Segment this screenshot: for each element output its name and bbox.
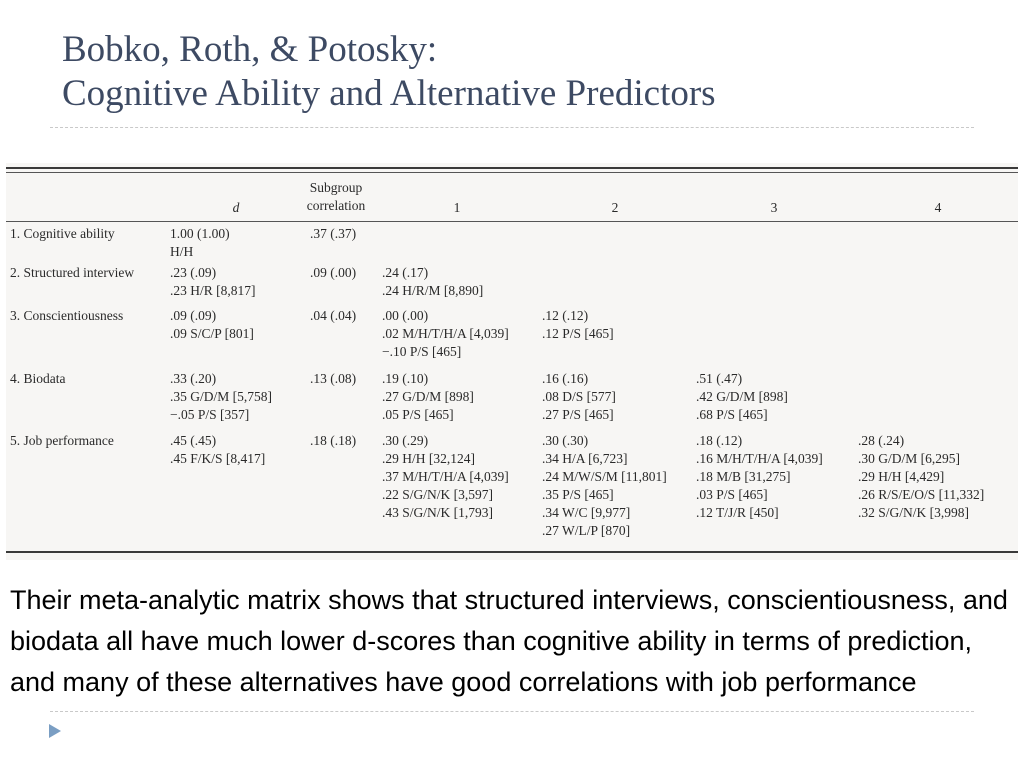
cell-d-row1 [170, 225, 230, 261]
triangle-right-icon [49, 724, 61, 738]
cell-line: .22 S/G/N/K [3,597] [382, 487, 493, 502]
cell-line: .34 W/C [9,977] [542, 505, 631, 520]
cell-line: .26 R/S/E/O/S [11,332] [858, 487, 985, 502]
cell-line: 1.00 (1.00) [170, 226, 230, 241]
cell-d-row2 [170, 264, 256, 300]
cell-line: .35 G/D/M [5,758] [170, 389, 272, 404]
cell-line: .24 M/W/S/M [11,801] [542, 469, 667, 484]
header-subgroup-line1: Subgroup [309, 180, 363, 195]
cell-d-row5 [170, 432, 265, 468]
cell-line: .02 M/H/T/H/A [4,039] [382, 326, 509, 341]
cell-line: .35 P/S [465] [542, 487, 614, 502]
cell-line: .29 H/H [32,124] [382, 451, 475, 466]
row-label-conscientiousness: 3. Conscientiousness [10, 308, 124, 323]
correlation-table [6, 163, 1018, 560]
cell-line: .19 (.10) [382, 371, 429, 386]
slide-title [62, 28, 716, 116]
cell-line: H/H [170, 244, 194, 259]
cell-line: .24 H/R/M [8,890] [382, 283, 484, 298]
cell-line: .12 T/J/R [450] [696, 505, 779, 520]
cell-line: .16 M/H/T/H/A [4,039] [696, 451, 823, 466]
cell-line: .18 M/B [31,275] [696, 469, 791, 484]
cell-c1-row3 [382, 307, 509, 361]
cell-line: .30 (.29) [382, 433, 429, 448]
cell-line: .09 S/C/P [801] [170, 326, 254, 341]
cell-d-row3 [170, 307, 254, 343]
cell-d-row4 [170, 370, 272, 424]
row-label-structured-interview: 2. Structured interview [10, 265, 135, 280]
cell-line: .45 F/K/S [8,417] [170, 451, 266, 466]
cell-line: .51 (.47) [696, 371, 743, 386]
cell-line: .27 G/D/M [898] [382, 389, 474, 404]
cell-c4-row5 [858, 432, 984, 522]
row-label-job-performance: 5. Job performance [10, 433, 114, 448]
cell-line: .12 (.12) [542, 308, 589, 323]
footer-divider [50, 711, 974, 712]
table-top-rule-inner [6, 172, 1018, 173]
header-col-3: 3 [770, 200, 778, 215]
cell-line: .68 P/S [465] [696, 407, 768, 422]
cell-line: .29 H/H [4,429] [858, 469, 945, 484]
cell-line: .23 (.09) [170, 265, 217, 280]
cell-line: −.05 P/S [357] [170, 407, 250, 422]
cell-line: .42 G/D/M [898] [696, 389, 788, 404]
cell-c2-row5 [542, 432, 667, 540]
row-label-cognitive-ability: 1. Cognitive ability [10, 226, 115, 241]
cell-line: .27 P/S [465] [542, 407, 614, 422]
cell-line: .33 (.20) [170, 371, 217, 386]
cell-sub-row1: .37 (.37) [310, 226, 357, 241]
cell-line: .37 M/H/T/H/A [4,039] [382, 469, 509, 484]
cell-line: .28 (.24) [858, 433, 905, 448]
summary-text: Their meta-analytic matrix shows that structured interviews, conscientiousness, and biodata all have much lower d-scores than cognitive ability in terms of prediction, and many of these alternatives have good correlations with job performance [10, 585, 1008, 697]
cell-line: .16 (.16) [542, 371, 589, 386]
header-subgroup-line2: correlation [306, 198, 366, 213]
cell-line: .32 S/G/N/K [3,998] [858, 505, 969, 520]
cell-line: .45 (.45) [170, 433, 217, 448]
header-col-1: 1 [453, 200, 461, 215]
cell-line: .27 W/L/P [870] [542, 523, 631, 538]
title-line-2: Cognitive Ability and Alternative Predictors [62, 73, 716, 114]
cell-c1-row2 [382, 264, 483, 300]
cell-sub-row3: .04 (.04) [310, 308, 357, 323]
cell-c2-row3 [542, 307, 614, 343]
header-col-2: 2 [611, 200, 619, 215]
cell-line: .23 H/R [8,817] [170, 283, 256, 298]
cell-sub-row5: .18 (.18) [310, 433, 357, 448]
title-divider [50, 127, 974, 128]
table-bottom-rule [6, 551, 1018, 553]
row-label-biodata: 4. Biodata [10, 371, 66, 386]
cell-sub-row4: .13 (.08) [310, 371, 357, 386]
header-d: d [232, 200, 240, 215]
title-line-1: Bobko, Roth, & Potosky: [62, 29, 438, 70]
cell-c3-row4 [696, 370, 788, 424]
cell-line: .03 P/S [465] [696, 487, 768, 502]
cell-line: .30 G/D/M [6,295] [858, 451, 960, 466]
cell-line: −.10 P/S [465] [382, 344, 462, 359]
table-top-rule [6, 167, 1018, 169]
cell-line: .24 (.17) [382, 265, 429, 280]
cell-c2-row4 [542, 370, 616, 424]
cell-c1-row5 [382, 432, 509, 522]
header-subgroup [296, 179, 376, 215]
cell-line: .00 (.00) [382, 308, 429, 323]
cell-sub-row2: .09 (.00) [310, 265, 357, 280]
cell-line: .12 P/S [465] [542, 326, 614, 341]
cell-line: .34 H/A [6,723] [542, 451, 628, 466]
cell-line: .43 S/G/N/K [1,793] [382, 505, 493, 520]
cell-c1-row4 [382, 370, 474, 424]
table-header-rule [6, 221, 1018, 222]
cell-line: .18 (.12) [696, 433, 743, 448]
cell-line: .09 (.09) [170, 308, 217, 323]
header-col-4: 4 [934, 200, 942, 215]
cell-line: .05 P/S [465] [382, 407, 454, 422]
cell-line: .30 (.30) [542, 433, 589, 448]
cell-line: .08 D/S [577] [542, 389, 616, 404]
cell-c3-row5 [696, 432, 823, 522]
